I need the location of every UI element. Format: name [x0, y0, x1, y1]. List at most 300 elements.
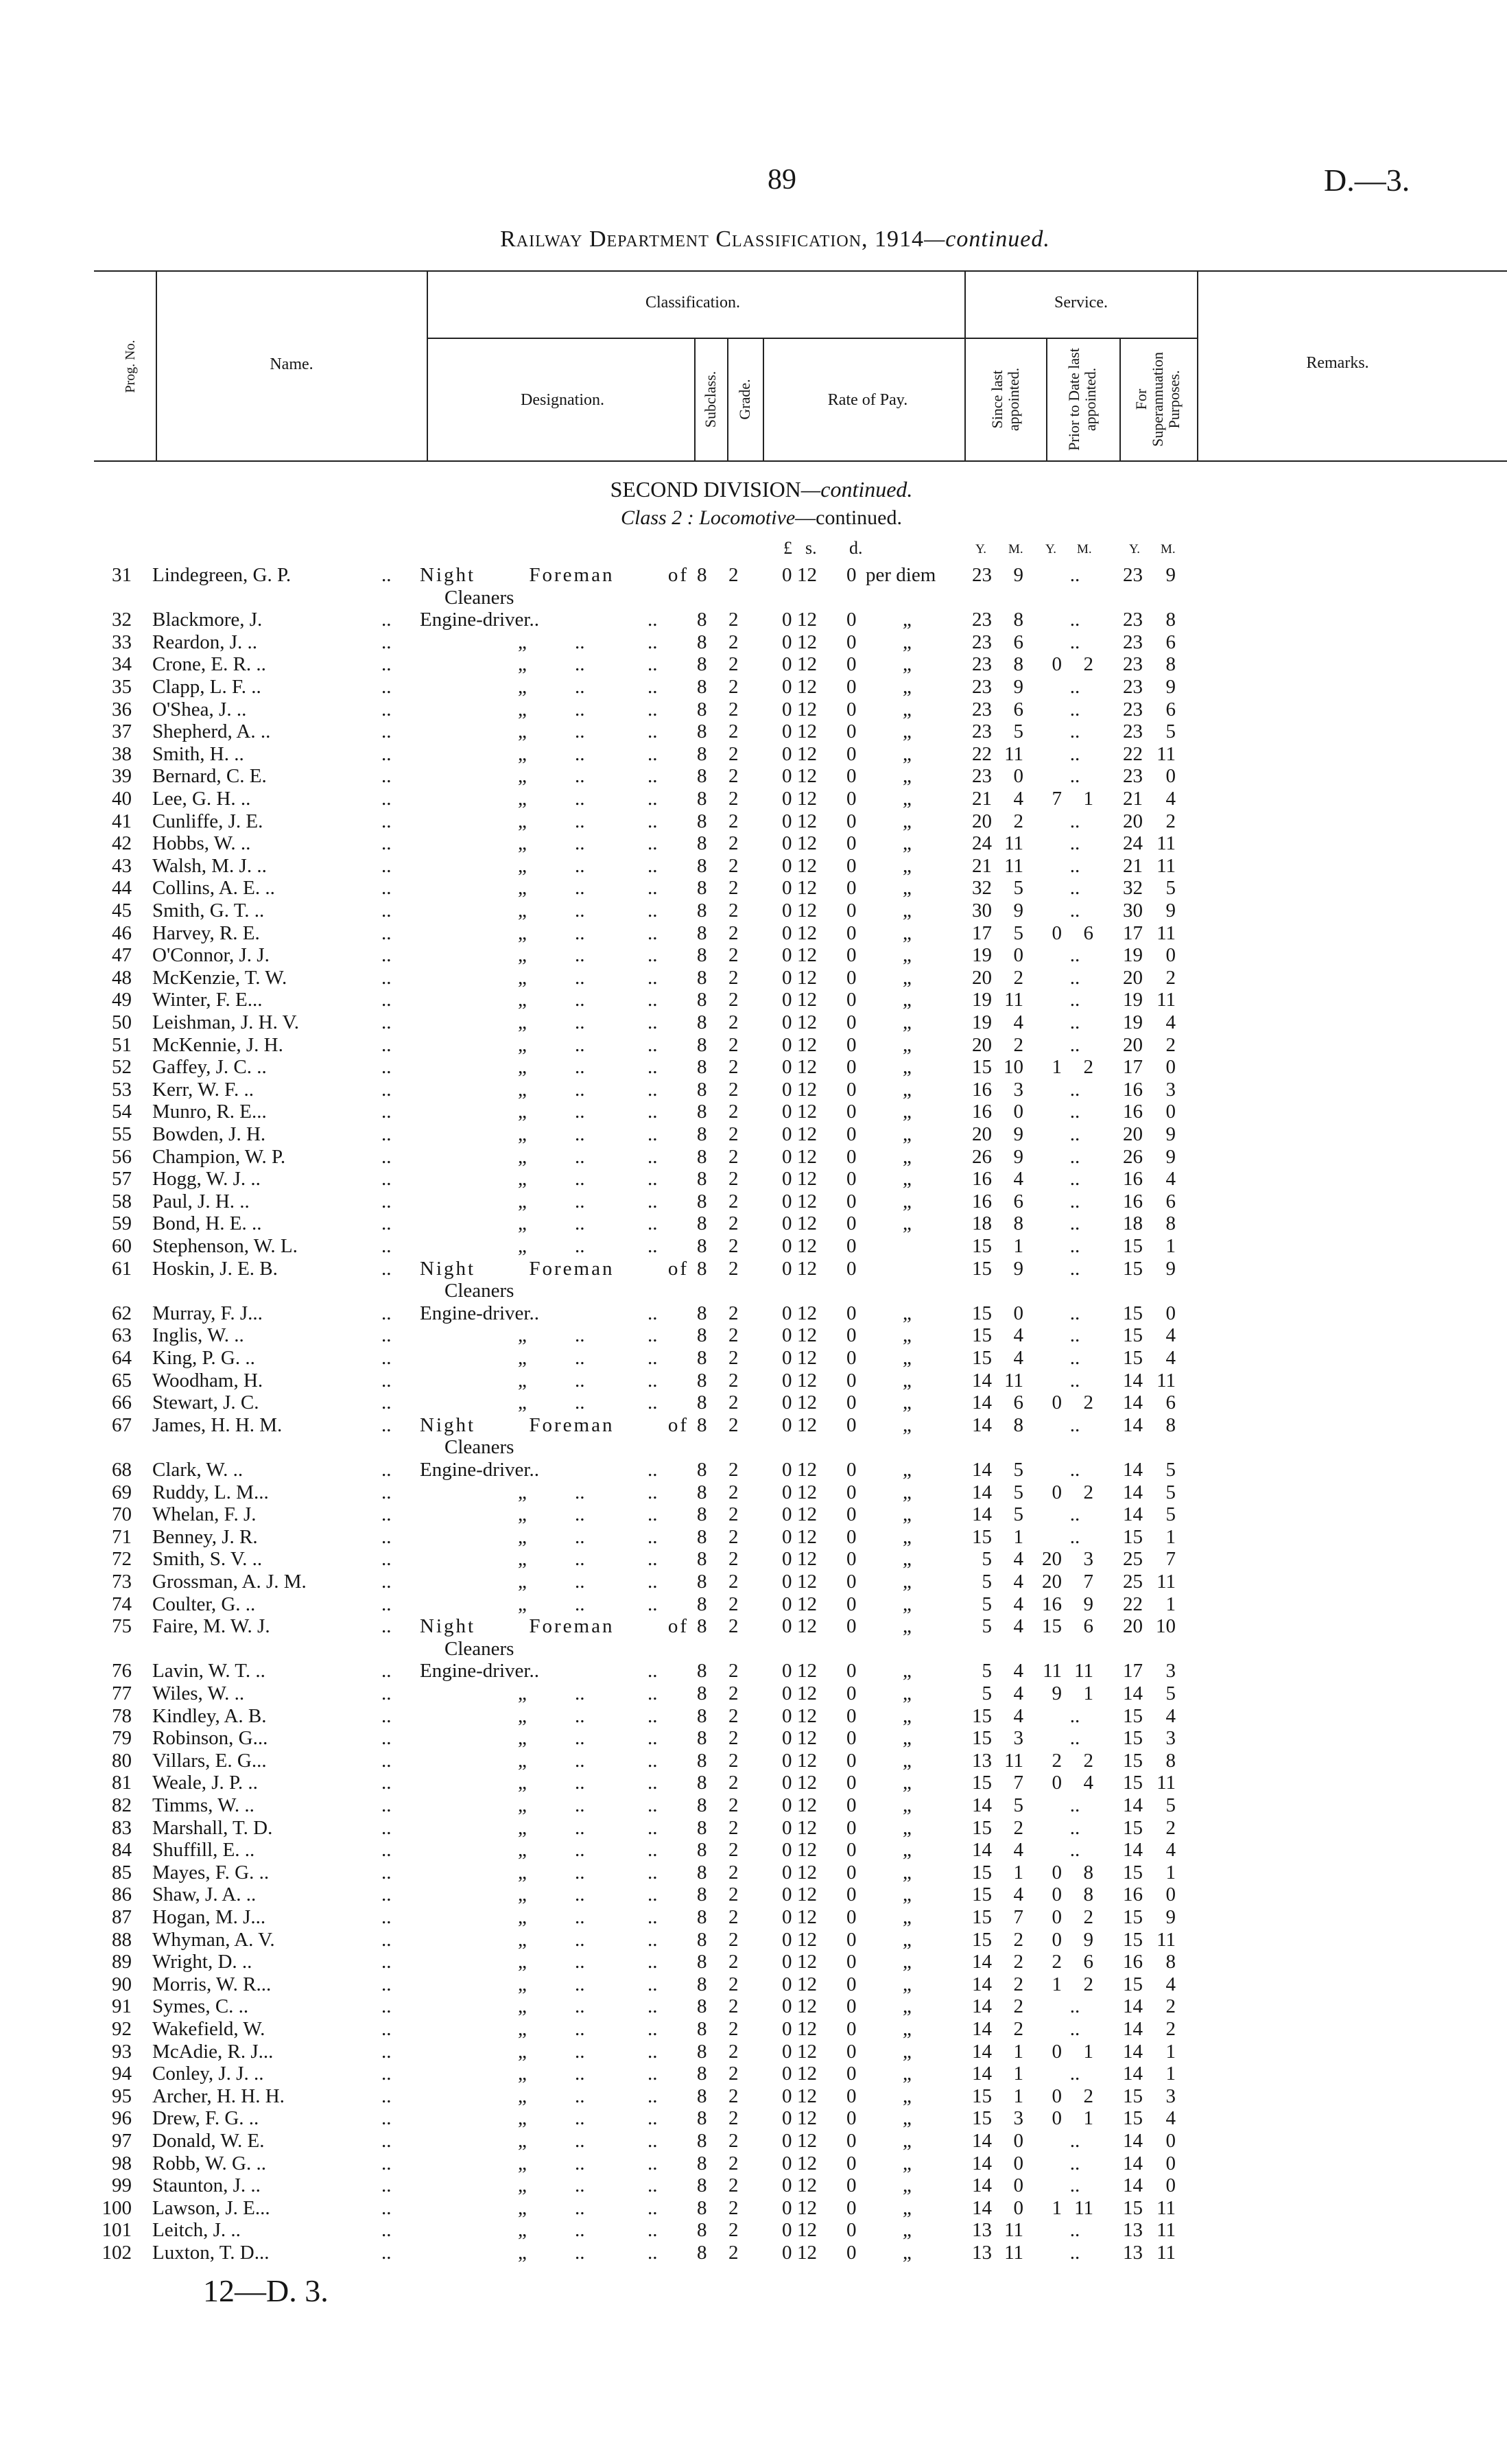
service-super-months: 3 [1165, 1660, 1176, 1682]
service-since-years: 5 [982, 1548, 992, 1571]
leader-dots: .. [575, 1951, 585, 1973]
leader-dots: .. [648, 989, 658, 1011]
table-row [0, 1079, 1507, 1101]
prog-no: 72 [112, 1548, 132, 1571]
service-super-years: 16 [1123, 1190, 1143, 1212]
leader-dots: .. [648, 2242, 658, 2264]
table-row [0, 1772, 1507, 1794]
service-super-months: 5 [1165, 1481, 1176, 1503]
pay-pence: 0 [846, 1906, 857, 1928]
service-super-years: 15 [1123, 1906, 1143, 1928]
designation-ditto: „ [518, 1369, 527, 1392]
pay-pounds: 0 [782, 1168, 792, 1190]
subclass: 8 [697, 698, 707, 720]
pay-shillings: 12 [797, 742, 817, 765]
pay-shillings: 12 [797, 765, 817, 788]
service-prior-years: 0 [1052, 653, 1062, 676]
leader-dots: .. [648, 900, 658, 922]
service-super-months: 6 [1165, 631, 1176, 653]
per-ditto: „ [903, 1302, 912, 1324]
designation-ditto: „ [518, 2174, 527, 2197]
service-super-years: 14 [1123, 2018, 1143, 2040]
subclass: 8 [697, 1481, 707, 1503]
leader-dots: .. [381, 1704, 392, 1727]
employee-name: Murray, F. J... [152, 1302, 263, 1324]
unit-months-prior: M. [1077, 542, 1092, 556]
prog-no: 36 [112, 698, 132, 720]
grade: 2 [728, 900, 739, 922]
service-super-years: 15 [1123, 1749, 1143, 1772]
header-superannuation: For Superannuation Purposes. [1132, 351, 1183, 447]
table-row [0, 1839, 1507, 1862]
leader-dots: .. [648, 742, 658, 765]
pay-shillings: 12 [797, 1168, 817, 1190]
service-prior-nil: .. [1069, 989, 1080, 1011]
employee-name: O'Connor, J. J. [152, 944, 270, 967]
service-prior-nil: .. [1069, 2219, 1080, 2242]
subclass: 8 [697, 1459, 707, 1481]
prog-no: 98 [112, 2152, 132, 2174]
service-prior-months: 2 [1083, 653, 1093, 676]
leader-dots: .. [648, 1212, 658, 1235]
employee-name: Shuffill, E. .. [152, 1839, 255, 1862]
leader-dots: .. [648, 1704, 658, 1727]
service-prior-nil: .. [1069, 631, 1080, 653]
subclass: 8 [697, 2242, 707, 2264]
per-ditto: „ [903, 2242, 912, 2264]
service-super-years: 23 [1123, 698, 1143, 720]
designation-ditto: „ [518, 900, 527, 922]
service-prior-nil: .. [1069, 765, 1080, 788]
table-row [0, 2197, 1507, 2220]
pay-pence: 0 [846, 1951, 857, 1973]
pay-period: per diem [866, 564, 936, 586]
pay-shillings: 12 [797, 2242, 817, 2264]
leader-dots: .. [381, 742, 392, 765]
header-prog-no: Prog. No. [123, 340, 138, 393]
prog-no: 62 [112, 1302, 132, 1324]
service-super-years: 15 [1123, 1302, 1143, 1324]
service-super-years: 16 [1123, 1078, 1143, 1101]
prog-no: 90 [112, 1973, 132, 1995]
pay-shillings: 12 [797, 944, 817, 967]
grade: 2 [728, 1861, 739, 1884]
leader-dots: .. [648, 1571, 658, 1593]
designation-ditto: „ [518, 1884, 527, 1906]
prog-no: 97 [112, 2130, 132, 2152]
class-suffix: —continued. [795, 506, 902, 529]
grade: 2 [728, 1660, 739, 1682]
prog-no: 67 [112, 1413, 132, 1436]
service-since-years: 30 [972, 900, 992, 922]
employee-name: Crone, E. R. .. [152, 653, 266, 676]
service-super-years: 20 [1123, 1123, 1143, 1145]
subclass: 8 [697, 944, 707, 967]
pay-pence: 0 [846, 1973, 857, 1995]
pay-pounds: 0 [782, 1190, 792, 1212]
table-row [0, 1682, 1507, 1705]
table-row [0, 1705, 1507, 1728]
service-prior-nil: .. [1069, 1257, 1080, 1280]
service-super-months: 7 [1165, 1548, 1176, 1571]
pay-shillings: 12 [797, 2063, 817, 2085]
leader-dots: .. [648, 1168, 658, 1190]
leader-dots: .. [381, 2152, 392, 2174]
pay-pounds: 0 [782, 1704, 792, 1727]
leader-dots: .. [648, 1884, 658, 1906]
subclass: 8 [697, 1682, 707, 1704]
subclass: 8 [697, 1369, 707, 1392]
service-since-months: 11 [1004, 1369, 1023, 1392]
pay-pounds: 0 [782, 1749, 792, 1772]
header-designation: Designation. [521, 391, 604, 409]
employee-name: Kerr, W. F. .. [152, 1078, 254, 1101]
service-super-years: 16 [1123, 1101, 1143, 1123]
service-since-years: 15 [972, 1302, 992, 1324]
leader-dots: .. [575, 1995, 585, 2018]
pay-pounds: 0 [782, 1861, 792, 1884]
leader-dots: .. [648, 1302, 658, 1324]
employee-name: Robb, W. G. .. [152, 2152, 266, 2174]
leader-dots: .. [648, 1145, 658, 1168]
service-prior-years: 20 [1042, 1571, 1062, 1593]
grade: 2 [728, 765, 739, 788]
per-ditto: „ [903, 698, 912, 720]
pay-shillings: 12 [797, 2040, 817, 2063]
leader-dots: .. [381, 877, 392, 900]
leader-dots: .. [648, 1548, 658, 1571]
grade: 2 [728, 1056, 739, 1079]
leader-dots: .. [575, 1101, 585, 1123]
subclass: 8 [697, 1571, 707, 1593]
service-since-years: 20 [972, 810, 992, 832]
pay-shillings: 12 [797, 877, 817, 900]
grade: 2 [728, 1481, 739, 1503]
subclass: 8 [697, 1011, 707, 1033]
column-divider [1046, 338, 1047, 462]
leader-dots: .. [648, 1749, 658, 1772]
service-since-months: 6 [1013, 1190, 1023, 1212]
pay-shillings: 12 [797, 1212, 817, 1235]
per-ditto: „ [903, 2040, 912, 2063]
leader-dots: .. [381, 922, 392, 944]
service-super-years: 14 [1123, 2063, 1143, 2085]
service-since-months: 4 [1013, 1593, 1023, 1615]
table-row [0, 2242, 1507, 2264]
service-since-years: 15 [972, 1727, 992, 1750]
leader-dots: .. [648, 944, 658, 967]
prog-no: 91 [112, 1995, 132, 2018]
employee-name: Whelan, F. J. [152, 1503, 257, 1526]
leader-dots: .. [648, 1078, 658, 1101]
designation: Night Foreman of [420, 1413, 689, 1436]
employee-name: Mayes, F. G. .. [152, 1861, 270, 1884]
service-since-months: 0 [1013, 2130, 1023, 2152]
header-service: Service. [1054, 294, 1108, 312]
grade: 2 [728, 1772, 739, 1794]
service-since-months: 4 [1013, 1839, 1023, 1862]
service-prior-nil: .. [1069, 676, 1080, 698]
leader-dots: .. [575, 1571, 585, 1593]
table-row [0, 1862, 1507, 1884]
per-ditto: „ [903, 1816, 912, 1839]
column-divider [727, 338, 728, 462]
service-super-years: 14 [1123, 1682, 1143, 1704]
prog-no: 31 [112, 564, 132, 586]
pay-shillings: 12 [797, 2152, 817, 2174]
service-prior-nil: .. [1069, 1347, 1080, 1369]
service-super-years: 13 [1123, 2242, 1143, 2264]
designation-ditto: „ [518, 2196, 527, 2219]
pay-pounds: 0 [782, 1212, 792, 1235]
pay-pounds: 0 [782, 1727, 792, 1750]
designation-ditto: „ [518, 2063, 527, 2085]
leader-dots: .. [648, 1973, 658, 1995]
service-super-months: 0 [1165, 944, 1176, 967]
pay-pence: 0 [846, 720, 857, 743]
per-ditto: „ [903, 1682, 912, 1704]
service-super-months: 11 [1156, 1571, 1176, 1593]
service-super-months: 9 [1165, 900, 1176, 922]
designation-ditto: „ [518, 2242, 527, 2264]
pay-shillings: 12 [797, 1392, 817, 1414]
service-since-years: 14 [972, 2040, 992, 2063]
pay-shillings: 12 [797, 1906, 817, 1928]
grade: 2 [728, 653, 739, 676]
pay-shillings: 12 [797, 1794, 817, 1816]
table-row [0, 1235, 1507, 1258]
header-name: Name. [270, 355, 313, 373]
leader-dots: .. [575, 1392, 585, 1414]
per-ditto: „ [903, 2174, 912, 2197]
subclass: 8 [697, 877, 707, 900]
designation-ditto: „ [518, 1011, 527, 1033]
leader-dots: .. [648, 1459, 658, 1481]
pay-pounds: 0 [782, 1571, 792, 1593]
service-prior-nil: .. [1069, 1525, 1080, 1548]
per-ditto: „ [903, 1324, 912, 1347]
pay-shillings: 12 [797, 1459, 817, 1481]
leader-dots: .. [648, 631, 658, 653]
pay-shillings: 12 [797, 1571, 817, 1593]
employee-name: Hogan, M. J... [152, 1906, 266, 1928]
pay-shillings: 12 [797, 1324, 817, 1347]
subclass: 8 [697, 1906, 707, 1928]
service-super-months: 10 [1156, 1615, 1176, 1638]
designation: Engine-driver.. [420, 1459, 539, 1481]
subclass: 8 [697, 720, 707, 743]
designation-continued: Cleaners [444, 1436, 514, 1459]
service-since-months: 8 [1013, 1212, 1023, 1235]
service-prior-nil: .. [1069, 1168, 1080, 1190]
prog-no: 99 [112, 2174, 132, 2197]
table-row [0, 2085, 1507, 2108]
employee-name: Leitch, J. .. [152, 2219, 241, 2242]
pay-shillings: 12 [797, 922, 817, 944]
pay-pence: 0 [846, 1145, 857, 1168]
subclass: 8 [697, 1123, 707, 1145]
pay-shillings: 12 [797, 653, 817, 676]
leader-dots: .. [648, 854, 658, 877]
table-row [0, 832, 1507, 855]
pay-shillings: 12 [797, 1078, 817, 1101]
service-since-months: 11 [1004, 989, 1023, 1011]
employee-name: Symes, C. .. [152, 1995, 249, 2018]
subclass: 8 [697, 2152, 707, 2174]
service-super-years: 14 [1123, 1794, 1143, 1816]
service-since-months: 11 [1004, 832, 1023, 855]
subclass: 8 [697, 742, 707, 765]
per-ditto: „ [903, 1839, 912, 1862]
subclass: 8 [697, 1995, 707, 2018]
title-suffix: —continued. [924, 226, 1050, 252]
service-prior-months: 9 [1083, 1928, 1093, 1951]
leader-dots: .. [648, 1839, 658, 1862]
grade: 2 [728, 989, 739, 1011]
column-divider [694, 338, 696, 462]
table-row [0, 855, 1507, 878]
leader-dots: .. [381, 2196, 392, 2219]
leader-dots: .. [575, 1347, 585, 1369]
prog-no: 39 [112, 765, 132, 788]
pay-shillings: 12 [797, 2085, 817, 2107]
subclass: 8 [697, 2196, 707, 2219]
per-ditto: „ [903, 742, 912, 765]
pay-pounds: 0 [782, 1593, 792, 1615]
service-super-months: 9 [1165, 676, 1176, 698]
prog-no: 92 [112, 2018, 132, 2040]
service-super-years: 14 [1123, 1369, 1143, 1392]
leader-dots: .. [381, 1995, 392, 2018]
service-super-years: 18 [1123, 1212, 1143, 1235]
grade: 2 [728, 2018, 739, 2040]
prog-no: 89 [112, 1951, 132, 1973]
service-prior-nil: .. [1069, 1413, 1080, 1436]
leader-dots: .. [575, 1525, 585, 1548]
leader-dots: .. [381, 1682, 392, 1704]
pay-pence: 0 [846, 1212, 857, 1235]
employee-name: Champion, W. P. [152, 1145, 286, 1168]
service-prior-months: 6 [1083, 1951, 1093, 1973]
leader-dots: .. [648, 1056, 658, 1079]
service-since-years: 5 [982, 1571, 992, 1593]
service-super-months: 5 [1165, 1682, 1176, 1704]
service-since-months: 4 [1013, 1660, 1023, 1682]
pay-pence: 0 [846, 1503, 857, 1526]
leader-dots: .. [575, 1704, 585, 1727]
leader-dots: .. [648, 1369, 658, 1392]
prog-no: 93 [112, 2040, 132, 2063]
per-ditto: „ [903, 1168, 912, 1190]
prog-no: 102 [102, 2242, 132, 2264]
subclass: 8 [697, 631, 707, 653]
service-since-years: 24 [972, 832, 992, 855]
designation-ditto: „ [518, 1951, 527, 1973]
service-since-years: 15 [972, 1324, 992, 1347]
table-row [0, 1615, 1507, 1660]
service-prior-months: 2 [1083, 1749, 1093, 1772]
service-since-months: 2 [1013, 1033, 1023, 1056]
leader-dots: .. [381, 1190, 392, 1212]
employee-name: Gaffey, J. C. .. [152, 1056, 267, 1079]
subclass: 8 [697, 1727, 707, 1750]
leader-dots: .. [648, 1392, 658, 1414]
per-ditto: „ [903, 1481, 912, 1503]
division-heading [0, 477, 1507, 502]
leader-dots: .. [381, 564, 392, 586]
service-super-months: 1 [1165, 2040, 1176, 2063]
pay-shillings: 12 [797, 720, 817, 743]
unit-years-super: Y. [1129, 542, 1141, 556]
grade: 2 [728, 1995, 739, 2018]
leader-dots: .. [575, 1816, 585, 1839]
pay-shillings: 12 [797, 609, 817, 631]
pay-pence: 0 [846, 1571, 857, 1593]
service-prior-months: 9 [1083, 1593, 1093, 1615]
table-row [0, 810, 1507, 833]
service-since-years: 15 [972, 1056, 992, 1079]
table-row [0, 1392, 1507, 1414]
service-super-months: 4 [1165, 2107, 1176, 2130]
table-row [0, 2107, 1507, 2130]
table-row [0, 877, 1507, 900]
service-since-years: 15 [972, 1928, 992, 1951]
per-ditto: „ [903, 788, 912, 810]
service-super-months: 0 [1165, 2130, 1176, 2152]
leader-dots: .. [648, 2107, 658, 2130]
header-mid-rule [427, 338, 1197, 339]
service-prior-nil: .. [1069, 2242, 1080, 2264]
service-prior-nil: .. [1069, 2174, 1080, 2197]
designation-continued: Cleaners [444, 586, 514, 609]
service-super-years: 22 [1123, 742, 1143, 765]
subclass: 8 [697, 1525, 707, 1548]
per-ditto: „ [903, 877, 912, 900]
leader-dots: .. [381, 1906, 392, 1928]
subclass: 8 [697, 2130, 707, 2152]
prog-no: 47 [112, 944, 132, 967]
leader-dots: .. [648, 1794, 658, 1816]
service-since-years: 15 [972, 2085, 992, 2107]
leader-dots: .. [575, 1772, 585, 1794]
leader-dots: .. [575, 832, 585, 855]
grade: 2 [728, 1906, 739, 1928]
subclass: 8 [697, 922, 707, 944]
leader-dots: .. [648, 698, 658, 720]
grade: 2 [728, 631, 739, 653]
leader-dots: .. [648, 720, 658, 743]
service-since-months: 11 [1004, 1749, 1023, 1772]
subclass: 8 [697, 810, 707, 832]
service-prior-years: 0 [1052, 1884, 1062, 1906]
employee-name: Smith, G. T. .. [152, 900, 265, 922]
column-divider [427, 270, 428, 462]
service-prior-nil: .. [1069, 1816, 1080, 1839]
service-prior-nil: .. [1069, 1503, 1080, 1526]
prog-no: 63 [112, 1324, 132, 1347]
leader-dots: .. [575, 1011, 585, 1033]
leader-dots: .. [575, 1794, 585, 1816]
subclass: 8 [697, 1078, 707, 1101]
designation-ditto: „ [518, 1794, 527, 1816]
service-super-months: 11 [1156, 989, 1176, 1011]
pay-shillings: 12 [797, 1011, 817, 1033]
pay-pounds: 0 [782, 564, 792, 586]
designation-ditto: „ [518, 1145, 527, 1168]
leader-dots: .. [575, 1324, 585, 1347]
table-row [0, 1973, 1507, 1996]
employee-name: Marshall, T. D. [152, 1816, 273, 1839]
